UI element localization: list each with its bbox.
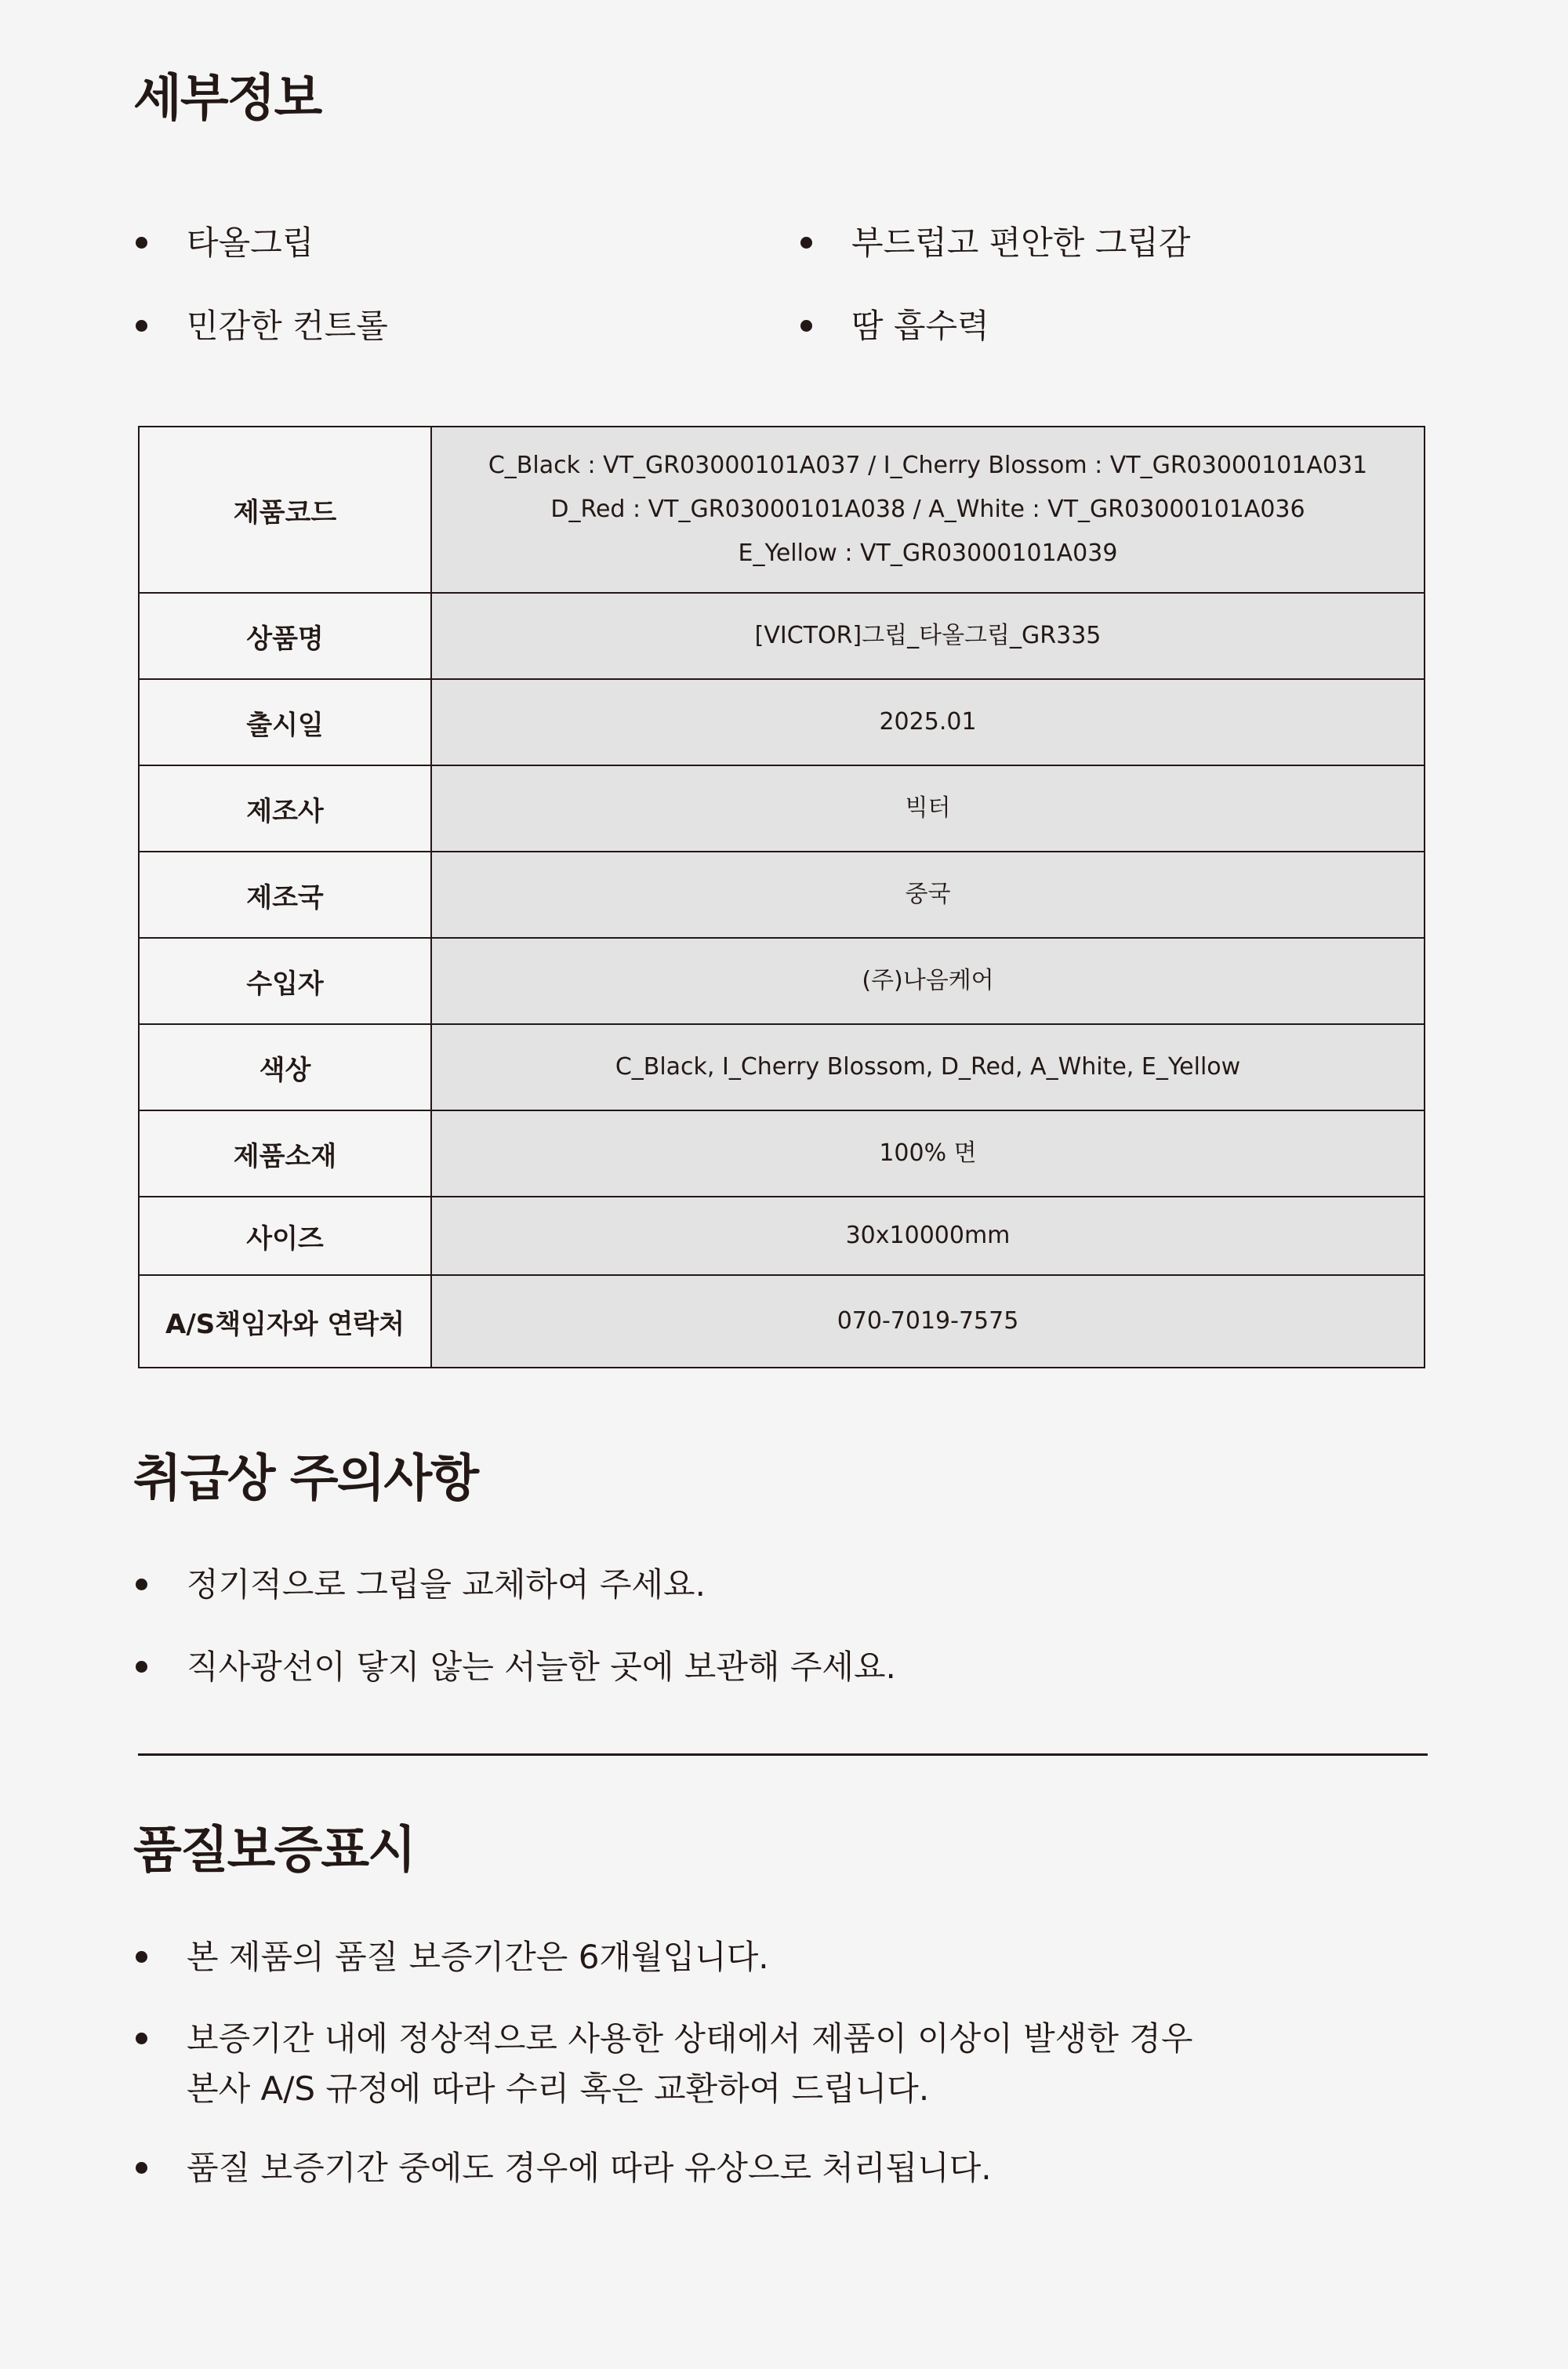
feature-item xyxy=(133,301,388,351)
feature-text: 타올그립 xyxy=(187,223,314,262)
warranty-text: 보증기간 내에 정상적으로 사용한 상태에서 제품이 이상이 발생한 경우 xyxy=(187,2019,1193,2058)
caution-item xyxy=(133,1560,706,1610)
product-name: [VICTOR]그립_타올그립_GR335 xyxy=(754,622,1102,649)
row-value xyxy=(431,427,1425,593)
row-value xyxy=(431,938,1425,1024)
warranty-title: 품질보증표시 xyxy=(133,1822,415,1880)
feature-item xyxy=(798,218,1190,268)
feature-text: 부드럽고 편안한 그립감 xyxy=(851,223,1191,262)
table-row xyxy=(139,765,1425,852)
row-label: 색상 xyxy=(139,1024,431,1110)
row-label: 상품명 xyxy=(139,593,431,679)
country-of-origin: 중국 xyxy=(905,881,951,908)
caution-text: 직사광선이 닿지 않는 서늘한 곳에 보관해 주세요. xyxy=(187,1648,896,1686)
release-date: 2025.01 xyxy=(879,708,977,736)
row-label: A/S책임자와 연락처 xyxy=(139,1275,431,1368)
row-label: 수입자 xyxy=(139,938,431,1024)
row-label: 제조사 xyxy=(139,765,431,852)
row-value xyxy=(431,1024,1425,1110)
spec-table xyxy=(138,426,1425,1368)
table-row xyxy=(139,852,1425,938)
size: 30x10000mm xyxy=(845,1222,1011,1249)
product-code-line: C_Black : VT_GR03000101A037 / I_Cherry Blossom : VT_GR03000101A031 xyxy=(488,452,1368,479)
as-contact: 070-7019-7575 xyxy=(837,1307,1019,1335)
material: 100% 면 xyxy=(879,1139,977,1167)
feature-item xyxy=(798,301,989,351)
row-value xyxy=(431,679,1425,765)
row-value xyxy=(431,593,1425,679)
caution-text: 정기적으로 그립을 교체하여 주세요. xyxy=(187,1565,706,1604)
manufacturer: 빅터 xyxy=(905,794,951,822)
row-label: 제조국 xyxy=(139,852,431,938)
product-code-line: D_Red : VT_GR03000101A038 / A_White : VT_GR03000101A036 xyxy=(550,496,1305,523)
warranty-text: 본 제품의 품질 보증기간은 6개월입니다. xyxy=(187,1938,769,1976)
row-value xyxy=(431,852,1425,938)
warranty-item xyxy=(133,1932,769,1982)
table-row xyxy=(139,1110,1425,1197)
row-value xyxy=(431,1197,1425,1275)
table-row xyxy=(139,938,1425,1024)
row-value xyxy=(431,765,1425,852)
table-row xyxy=(139,593,1425,679)
caution-item xyxy=(133,1642,896,1692)
warranty-item xyxy=(133,2143,992,2193)
importer: (주)나음케어 xyxy=(862,967,994,994)
row-label: 사이즈 xyxy=(139,1197,431,1275)
row-label: 출시일 xyxy=(139,679,431,765)
feature-text: 민감한 컨트롤 xyxy=(187,307,388,345)
table-row xyxy=(139,1197,1425,1275)
section-divider xyxy=(138,1753,1428,1756)
feature-text: 땀 흡수력 xyxy=(851,307,989,345)
row-value xyxy=(431,1275,1425,1368)
caution-title: 취급상 주의사항 xyxy=(133,1450,478,1508)
row-value xyxy=(431,1110,1425,1197)
table-row xyxy=(139,1275,1425,1368)
row-label: 제품코드 xyxy=(139,427,431,593)
product-code-line: E_Yellow : VT_GR03000101A039 xyxy=(738,540,1118,567)
table-row xyxy=(139,1024,1425,1110)
warranty-text: 본사 A/S 규정에 따라 수리 혹은 교환하여 드립니다. xyxy=(187,2069,930,2108)
details-title: 세부정보 xyxy=(133,70,321,128)
table-row xyxy=(139,427,1425,593)
row-label: 제품소재 xyxy=(139,1110,431,1197)
warranty-text: 품질 보증기간 중에도 경우에 따라 유상으로 처리됩니다. xyxy=(187,2149,992,2187)
warranty-item xyxy=(133,2014,1192,2114)
colors: C_Black, I_Cherry Blossom, D_Red, A_White, E_Yellow xyxy=(615,1053,1241,1081)
table-row xyxy=(139,679,1425,765)
feature-item xyxy=(133,218,314,268)
